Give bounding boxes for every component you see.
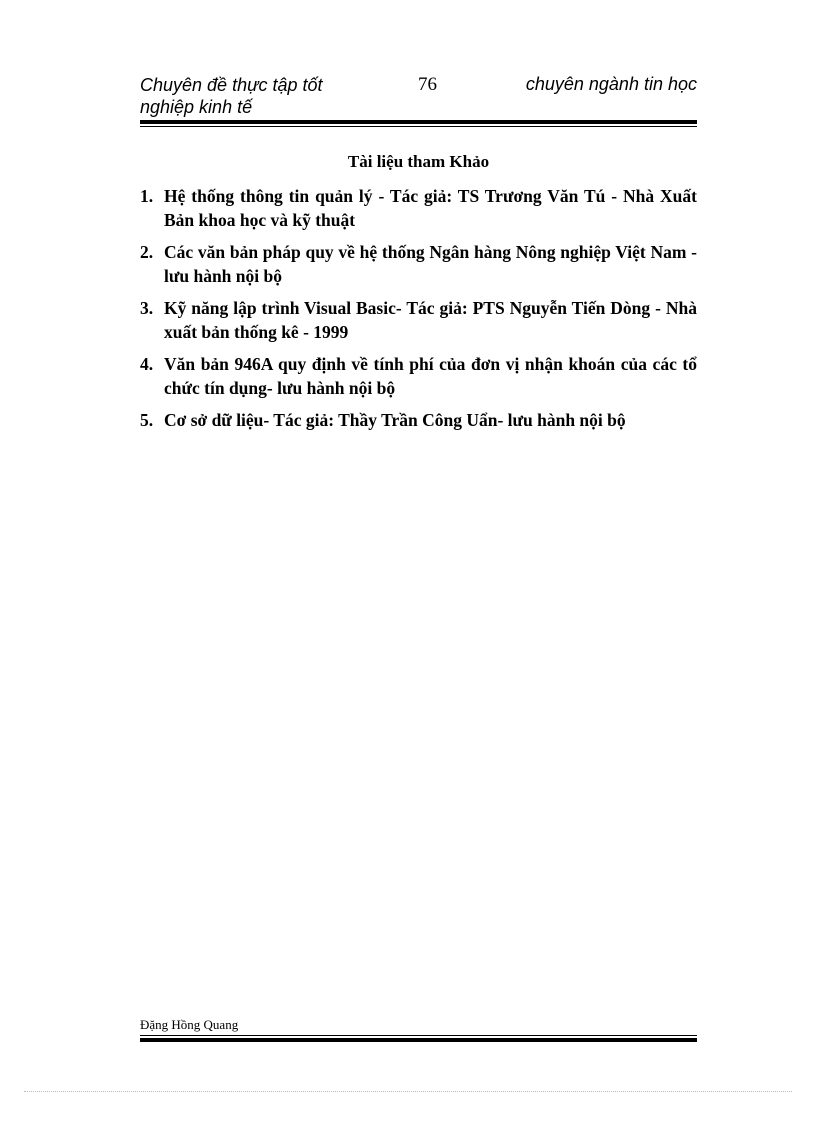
header-rule-thick — [140, 120, 697, 124]
reference-text: Các văn bản pháp quy về hệ thống Ngân hàng Nông nghiệp Việt Nam - lưu hành nội bộ — [164, 242, 697, 286]
reference-number: 2. — [140, 242, 154, 262]
header-right-text: chuyên ngành tin học — [525, 74, 697, 94]
reference-number: 3. — [140, 298, 154, 318]
footer-author: Đặng Hồng Quang — [140, 1017, 239, 1032]
header-left-text: Chuyên đề thực tập tốt nghiệp kinh tế — [140, 75, 323, 117]
page-header — [140, 70, 697, 116]
reference-item — [140, 296, 697, 344]
reference-list — [140, 184, 697, 440]
footer-rule-thin — [140, 1035, 697, 1036]
reference-text: Hệ thống thông tin quản lý - Tác giả: TS Trương Văn Tú - Nhà Xuất Bản khoa học và kỹ thuật — [164, 186, 697, 230]
reference-item — [140, 184, 697, 232]
reference-text: Kỹ năng lập trình Visual Basic- Tác giả: PTS Nguyễn Tiến Dòng - Nhà xuất bản thống kê - 1999 — [164, 298, 697, 342]
reference-text: Cơ sở dữ liệu- Tác giả: Thầy Trần Công Uẩn- lưu hành nội bộ — [164, 410, 626, 430]
reference-number: 4. — [140, 354, 154, 374]
reference-item — [140, 240, 697, 288]
page-number: 76 — [418, 74, 437, 95]
reference-text: Văn bản 946A quy định về tính phí của đơn vị nhận khoán của các tổ chức tín dụng- lưu hành nội bộ — [164, 354, 697, 398]
page-edge-dots — [24, 1091, 792, 1092]
section-title: Tài liệu tham Khảo — [347, 152, 490, 171]
reference-item — [140, 352, 697, 400]
header-rule-thin — [140, 126, 697, 127]
reference-number: 1. — [140, 186, 154, 206]
reference-item — [140, 408, 697, 432]
footer-rule-thick — [140, 1038, 697, 1042]
reference-number: 5. — [140, 410, 154, 430]
